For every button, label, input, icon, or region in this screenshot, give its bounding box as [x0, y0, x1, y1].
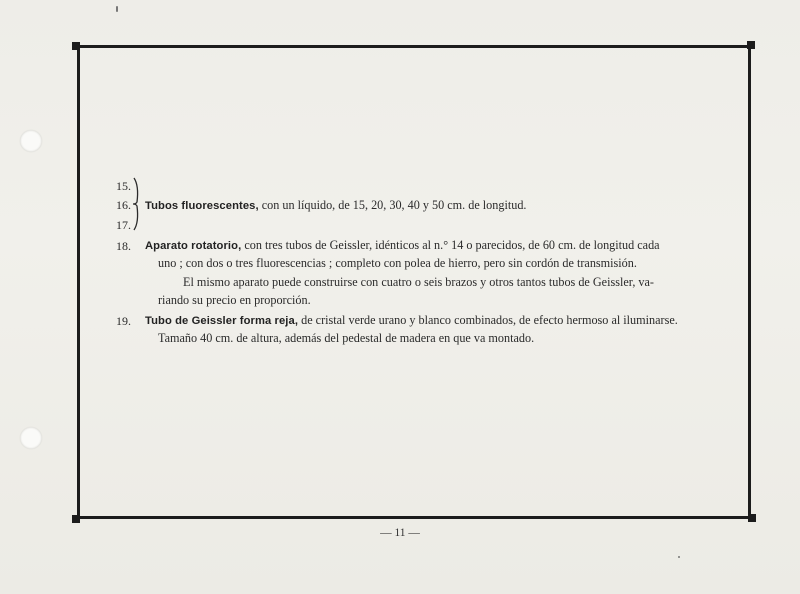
punch-hole-top [20, 130, 42, 152]
frame-corner-bottom-right [748, 514, 756, 522]
entry-18-line-1 [145, 236, 660, 255]
entry-number-16: 16. [116, 198, 131, 212]
entry-18-title: Aparato rotatorio, [145, 240, 242, 252]
grouping-brace [132, 176, 142, 232]
punch-hole-bottom [20, 427, 42, 449]
entry-19-title: Tubo de Geissler forma reja, [145, 315, 299, 327]
paper-speck [678, 556, 680, 558]
frame-corner-bottom-left [72, 515, 80, 523]
entry-16-text [145, 196, 526, 215]
page-number: — 11 — [380, 527, 420, 539]
entry-19-description-1: de cristal verde urano y blanco combinados, de efecto hermoso al iluminarse. [298, 313, 678, 327]
entry-number-19: 19. [116, 314, 131, 328]
entry-number-17: 17. [116, 218, 131, 232]
frame-corner-top-left [72, 42, 80, 50]
entry-16-title: Tubos fluorescentes, [145, 200, 259, 212]
paper-speck [116, 6, 118, 12]
entry-number-15: 15. [116, 179, 131, 193]
entry-number-18: 18. [116, 239, 131, 253]
entry-19-line-1 [145, 311, 678, 330]
entry-18-line-3: El mismo aparato puede construirse con cuatro o seis brazos y otros tantos tubos de Geissler, va- [183, 275, 654, 289]
entry-18-line-2: uno ; con dos o tres fluorescencias ; completo con polea de hierro, pero sin cordón de transmisión. [158, 256, 637, 270]
entry-18-line-4: riando su precio en proporción. [158, 293, 311, 307]
entry-18-description-1: con tres tubos de Geissler, idénticos al n.° 14 o parecidos, de 60 cm. de longitud cada [241, 238, 660, 252]
entry-19-line-2: Tamaño 40 cm. de altura, además del pedestal de madera en que va montado. [158, 331, 535, 345]
frame-corner-top-right [747, 41, 755, 49]
entry-16-description: con un líquido, de 15, 20, 30, 40 y 50 cm. de longitud. [258, 198, 527, 212]
